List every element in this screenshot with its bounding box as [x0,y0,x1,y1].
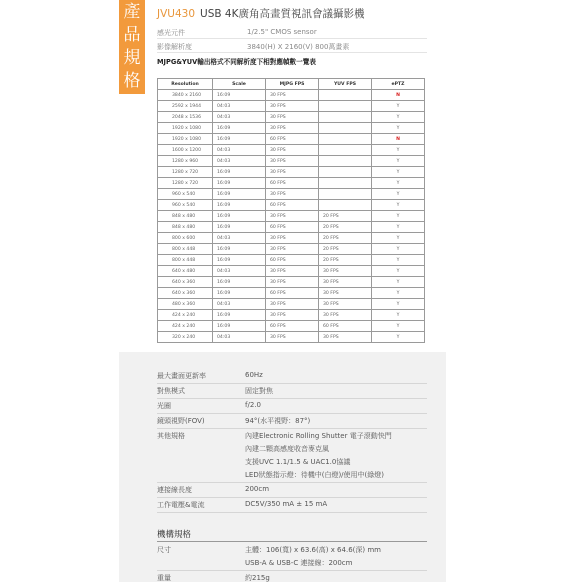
spec-row [157,498,427,513]
spec-value-line: DC5V/350 mA ± 15 mA [245,500,328,508]
spec-value-line: 支援UVC 1.1/1.5 & UAC1.0協議 [245,458,351,466]
table-cell: 30 FPS [266,167,319,178]
table-row [158,101,425,112]
table-cell: 16:09 [213,310,266,321]
table-cell [319,123,372,134]
table-cell: 30 FPS [266,332,319,343]
table-cell: 16:09 [213,200,266,211]
spec-row [157,414,427,429]
table-cell: 2592 x 1944 [158,101,213,112]
table-cell: 30 FPS [266,277,319,288]
table-row [158,112,425,123]
table-cell: 16:09 [213,211,266,222]
spec-value [245,401,261,414]
spec-value-line: 約215g [245,574,270,582]
table-cell: 640 x 360 [158,277,213,288]
table-cell: 1920 x 1080 [158,134,213,145]
table-row [158,167,425,178]
spec-key: 工作電壓&電流 [157,501,205,509]
table-heading: MJPG&YUV輸出格式不同解析度下相對應幀數一覽表 [157,58,316,66]
table-cell: 640 x 360 [158,288,213,299]
tag-character: 格 [123,71,141,91]
table-cell: 16:09 [213,277,266,288]
table-cell: 848 x 480 [158,222,213,233]
table-cell: 30 FPS [266,90,319,101]
table-row [158,189,425,200]
table-cell: 60 FPS [266,222,319,233]
table-cell: Y [372,266,425,277]
table-cell: 60 FPS [266,134,319,145]
spec-row [157,483,427,498]
spec-row [157,429,427,483]
table-cell: 04:03 [213,145,266,156]
table-cell: 16:09 [213,134,266,145]
table-cell: Y [372,277,425,288]
table-cell: 16:09 [213,244,266,255]
table-row [158,90,425,101]
spec-key: 重量 [157,574,171,582]
spec-value [245,545,381,571]
table-row [158,222,425,233]
table-cell: 30 FPS [266,244,319,255]
spec-value [245,386,273,399]
spec-value [245,371,263,384]
column-header: YUV FPS [319,79,372,90]
table-cell: 16:09 [213,90,266,101]
table-cell: 60 FPS [319,321,372,332]
spec-key: 尺寸 [157,546,171,554]
table-cell [319,156,372,167]
spec-key: 感光元件 [157,29,185,37]
table-cell: 424 x 240 [158,310,213,321]
table-cell: 20 FPS [319,255,372,266]
table-cell: 30 FPS [266,310,319,321]
table-row [158,211,425,222]
spec-value-line: 內建二顆高感度收音麥克風 [245,445,329,453]
table-cell [319,145,372,156]
mechanical-spec-title: 機構規格 [157,530,192,540]
table-cell: 30 FPS [319,266,372,277]
table-cell: 20 FPS [319,233,372,244]
table-row [158,321,425,332]
table-cell: 16:09 [213,178,266,189]
table-cell: 04:03 [213,101,266,112]
table-row [158,255,425,266]
table-cell: Y [372,222,425,233]
table-cell: 30 FPS [266,299,319,310]
spec-value-line: f/2.0 [245,401,261,409]
spec-value [245,500,327,513]
table-cell: 60 FPS [266,200,319,211]
table-cell [319,178,372,189]
table-cell [319,101,372,112]
table-cell: 04:03 [213,233,266,244]
spec-value-line: 內建Electronic Rolling Shutter 電子滾動快門 [245,432,392,440]
table-row [158,134,425,145]
table-cell: 30 FPS [319,277,372,288]
spec-value-line: 60Hz [245,371,263,379]
table-cell: Y [372,123,425,134]
column-header: Scale [213,79,266,90]
table-row [158,288,425,299]
table-cell: Y [372,101,425,112]
table-row [158,244,425,255]
table-cell: 30 FPS [319,332,372,343]
spec-value [245,573,270,582]
table-cell: 60 FPS [266,178,319,189]
table-cell: 848 x 480 [158,211,213,222]
table-row [158,332,425,343]
spec-value: 3840(H) X 2160(V) 800萬畫素 [247,43,350,51]
table-cell: Y [372,211,425,222]
table-row [158,178,425,189]
table-cell: 640 x 480 [158,266,213,277]
table-cell: 480 x 360 [158,299,213,310]
product-spec-tag [119,0,145,94]
table-cell: 30 FPS [319,288,372,299]
spec-value-line: 200cm [245,485,270,493]
table-row [158,299,425,310]
table-cell: 16:09 [213,222,266,233]
table-cell [319,112,372,123]
table-cell: Y [372,167,425,178]
table-row [158,156,425,167]
spec-value-line: 固定對焦 [245,387,273,395]
table-cell: Y [372,299,425,310]
table-cell: 30 FPS [266,156,319,167]
table-header-row [158,79,425,90]
table-row [158,310,425,321]
table-row [158,233,425,244]
table-cell: 04:03 [213,299,266,310]
product-title [157,6,364,21]
spec-key: 光圈 [157,402,171,410]
table-cell: 3840 x 2160 [158,90,213,101]
spec-value-line: USB-A & USB-C 連接線：200cm [245,559,353,567]
table-cell: 424 x 240 [158,321,213,332]
spec-value-line: LED狀態指示燈：待機中(白燈)/使用中(綠燈) [245,471,384,479]
tag-character: 品 [123,25,141,45]
product-name: USB 4K廣角高畫質視訊會議攝影機 [200,8,365,20]
table-cell: 1600 x 1200 [158,145,213,156]
table-cell: 16:09 [213,288,266,299]
table-cell: 16:09 [213,255,266,266]
spec-value [245,416,310,429]
table-row [158,200,425,211]
spec-key: 對焦模式 [157,387,185,395]
spec-value [245,431,392,483]
tag-character: 規 [123,48,141,68]
table-cell: 800 x 448 [158,244,213,255]
table-cell: 20 FPS [319,211,372,222]
table-cell: 30 FPS [319,299,372,310]
spec-key: 鏡頭視野(FOV) [157,417,205,425]
column-header: ePTZ [372,79,425,90]
spec-key: 影像解析度 [157,43,192,51]
column-header: Resolution [158,79,213,90]
table-cell: Y [372,200,425,211]
spec-value-line: 主體：106(寬) x 63.6(高) x 64.6(深) mm [245,546,381,554]
table-cell: 16:09 [213,123,266,134]
table-cell [319,90,372,101]
spec-row-sensor [157,26,427,39]
table-cell: 2048 x 1536 [158,112,213,123]
table-cell: 1920 x 1080 [158,123,213,134]
table-cell: 1280 x 720 [158,167,213,178]
spec-row [157,369,427,384]
table-cell [319,189,372,200]
table-cell [319,200,372,211]
spec-row [157,543,427,571]
column-header: MJPG FPS [266,79,319,90]
table-cell: N [372,90,425,101]
table-cell: 30 FPS [266,233,319,244]
table-cell: Y [372,321,425,332]
spec-value-line: 94°(水平視野：87°) [245,417,311,425]
table-cell: Y [372,288,425,299]
table-cell: 960 x 540 [158,200,213,211]
table-cell: 60 FPS [266,255,319,266]
table-cell: 04:03 [213,156,266,167]
table-cell: Y [372,145,425,156]
spec-key: 其他規格 [157,432,185,440]
spec-value: 1/2.5" CMOS sensor [247,28,317,36]
spec-row [157,384,427,399]
tag-character: 產 [123,2,141,22]
spec-key: 最大畫面更新率 [157,372,206,380]
model-number: JVU430 [157,8,196,20]
table-cell: 60 FPS [266,321,319,332]
spec-row [157,399,427,414]
table-cell: 30 FPS [266,211,319,222]
spec-row-resolution [157,40,427,53]
table-cell: 04:03 [213,112,266,123]
table-cell: 30 FPS [319,310,372,321]
table-cell: 1280 x 720 [158,178,213,189]
table-cell: 30 FPS [266,266,319,277]
table-cell: 30 FPS [266,189,319,200]
divider [157,541,427,542]
table-row [158,145,425,156]
table-row [158,277,425,288]
table-cell: 20 FPS [319,222,372,233]
table-cell: 1280 x 960 [158,156,213,167]
table-cell: 320 x 240 [158,332,213,343]
table-cell: 04:03 [213,266,266,277]
table-cell: Y [372,233,425,244]
spec-value [245,485,269,498]
table-cell: 16:09 [213,189,266,200]
table-cell: N [372,134,425,145]
table-cell [319,134,372,145]
table-cell: Y [372,255,425,266]
table-cell: 60 FPS [266,288,319,299]
table-cell: 800 x 448 [158,255,213,266]
table-cell: Y [372,156,425,167]
table-cell: Y [372,189,425,200]
table-cell: 04:03 [213,332,266,343]
table-cell: 16:09 [213,167,266,178]
table-cell: 30 FPS [266,123,319,134]
table-cell: Y [372,244,425,255]
table-cell: 30 FPS [266,101,319,112]
table-row [158,266,425,277]
table-cell: 30 FPS [266,112,319,123]
table-cell: 16:09 [213,321,266,332]
spec-row [157,571,427,582]
table-row [158,123,425,134]
table-cell: Y [372,332,425,343]
table-cell: 800 x 600 [158,233,213,244]
table-cell: Y [372,112,425,123]
table-cell [319,167,372,178]
table-cell: 20 FPS [319,244,372,255]
table-cell: Y [372,310,425,321]
spec-key: 連接線長度 [157,486,192,494]
resolution-table [157,78,425,343]
table-cell: 960 x 540 [158,189,213,200]
table-cell: Y [372,178,425,189]
table-cell: 30 FPS [266,145,319,156]
